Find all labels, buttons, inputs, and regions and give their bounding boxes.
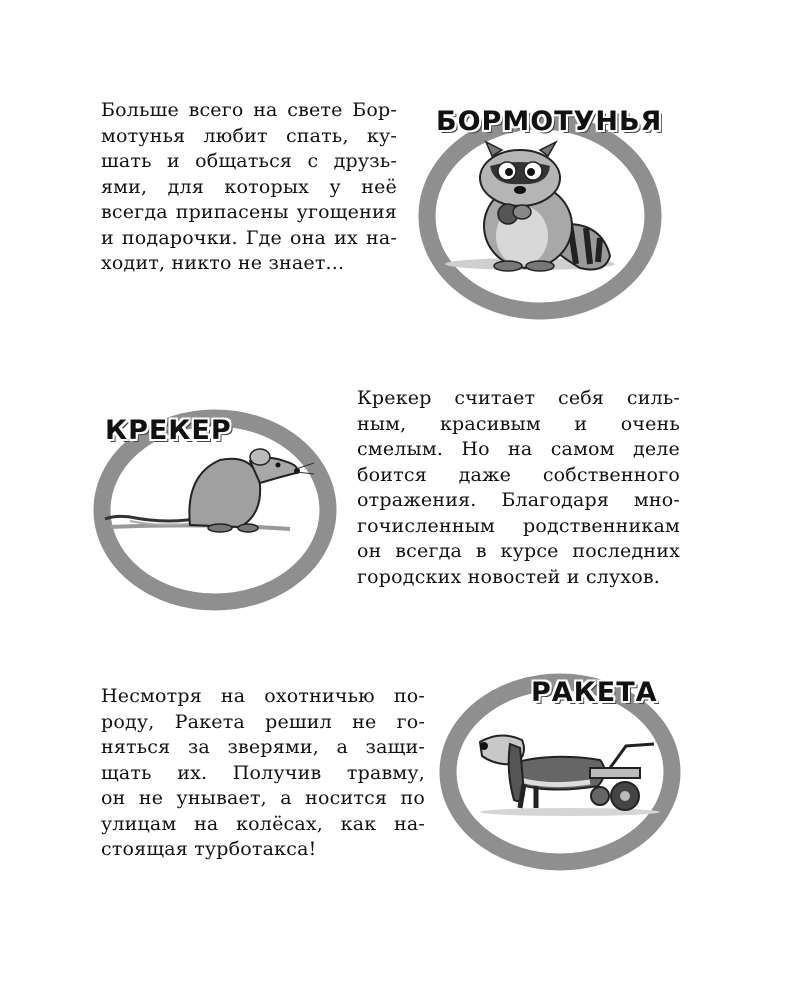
character-name-label: БОРМОТУНЬЯ xyxy=(436,106,663,137)
text-line: городских новостей и слухов. xyxy=(357,565,661,588)
text-line: улицам на колёсах, как на- xyxy=(101,812,425,835)
text-line: щать их. Получив травму, xyxy=(101,761,425,784)
text-line: шать и общаться с друзь- xyxy=(101,150,397,172)
text-line: роду, Ракета решил не го- xyxy=(101,710,425,733)
raccoon-icon xyxy=(410,106,670,316)
text-line: боится даже собственного xyxy=(357,463,680,486)
text-line: Несмотря на охотничью по- xyxy=(101,685,425,707)
kreker-description xyxy=(357,386,680,590)
text-line: отражения. Благодаря мно- xyxy=(357,489,680,511)
text-line: мотунья любит спать, ку- xyxy=(101,124,397,147)
text-line: он всегда в курсе последних xyxy=(357,540,680,562)
text-line: ями, для которых у неё xyxy=(101,175,397,198)
text-line: он не унывает, а носится по xyxy=(101,787,425,809)
text-line: и подарочки. Где она их на- xyxy=(101,226,397,249)
character-name-label: КРЕКЕР xyxy=(105,415,232,446)
text-line: всегда припасены угощения xyxy=(101,201,397,223)
bormotunya-description xyxy=(101,98,397,277)
character-name-label: РАКЕТА xyxy=(531,677,658,708)
text-line: Больше всего на свете Бор- xyxy=(101,99,397,121)
text-line: гочисленным родственникам xyxy=(357,514,680,537)
text-line: смелым. Но на самом деле xyxy=(357,438,680,460)
text-line: ходит, никто не знает... xyxy=(101,252,345,274)
bormotunya-portrait xyxy=(410,106,670,316)
text-line: Крекер считает себя силь- xyxy=(357,387,680,409)
raketa-description xyxy=(101,684,425,863)
text-line: ным, красивым и очень xyxy=(357,412,680,435)
text-line: стоящая турботакса! xyxy=(101,838,317,860)
text-line: няться за зверями, а защи- xyxy=(101,736,425,758)
